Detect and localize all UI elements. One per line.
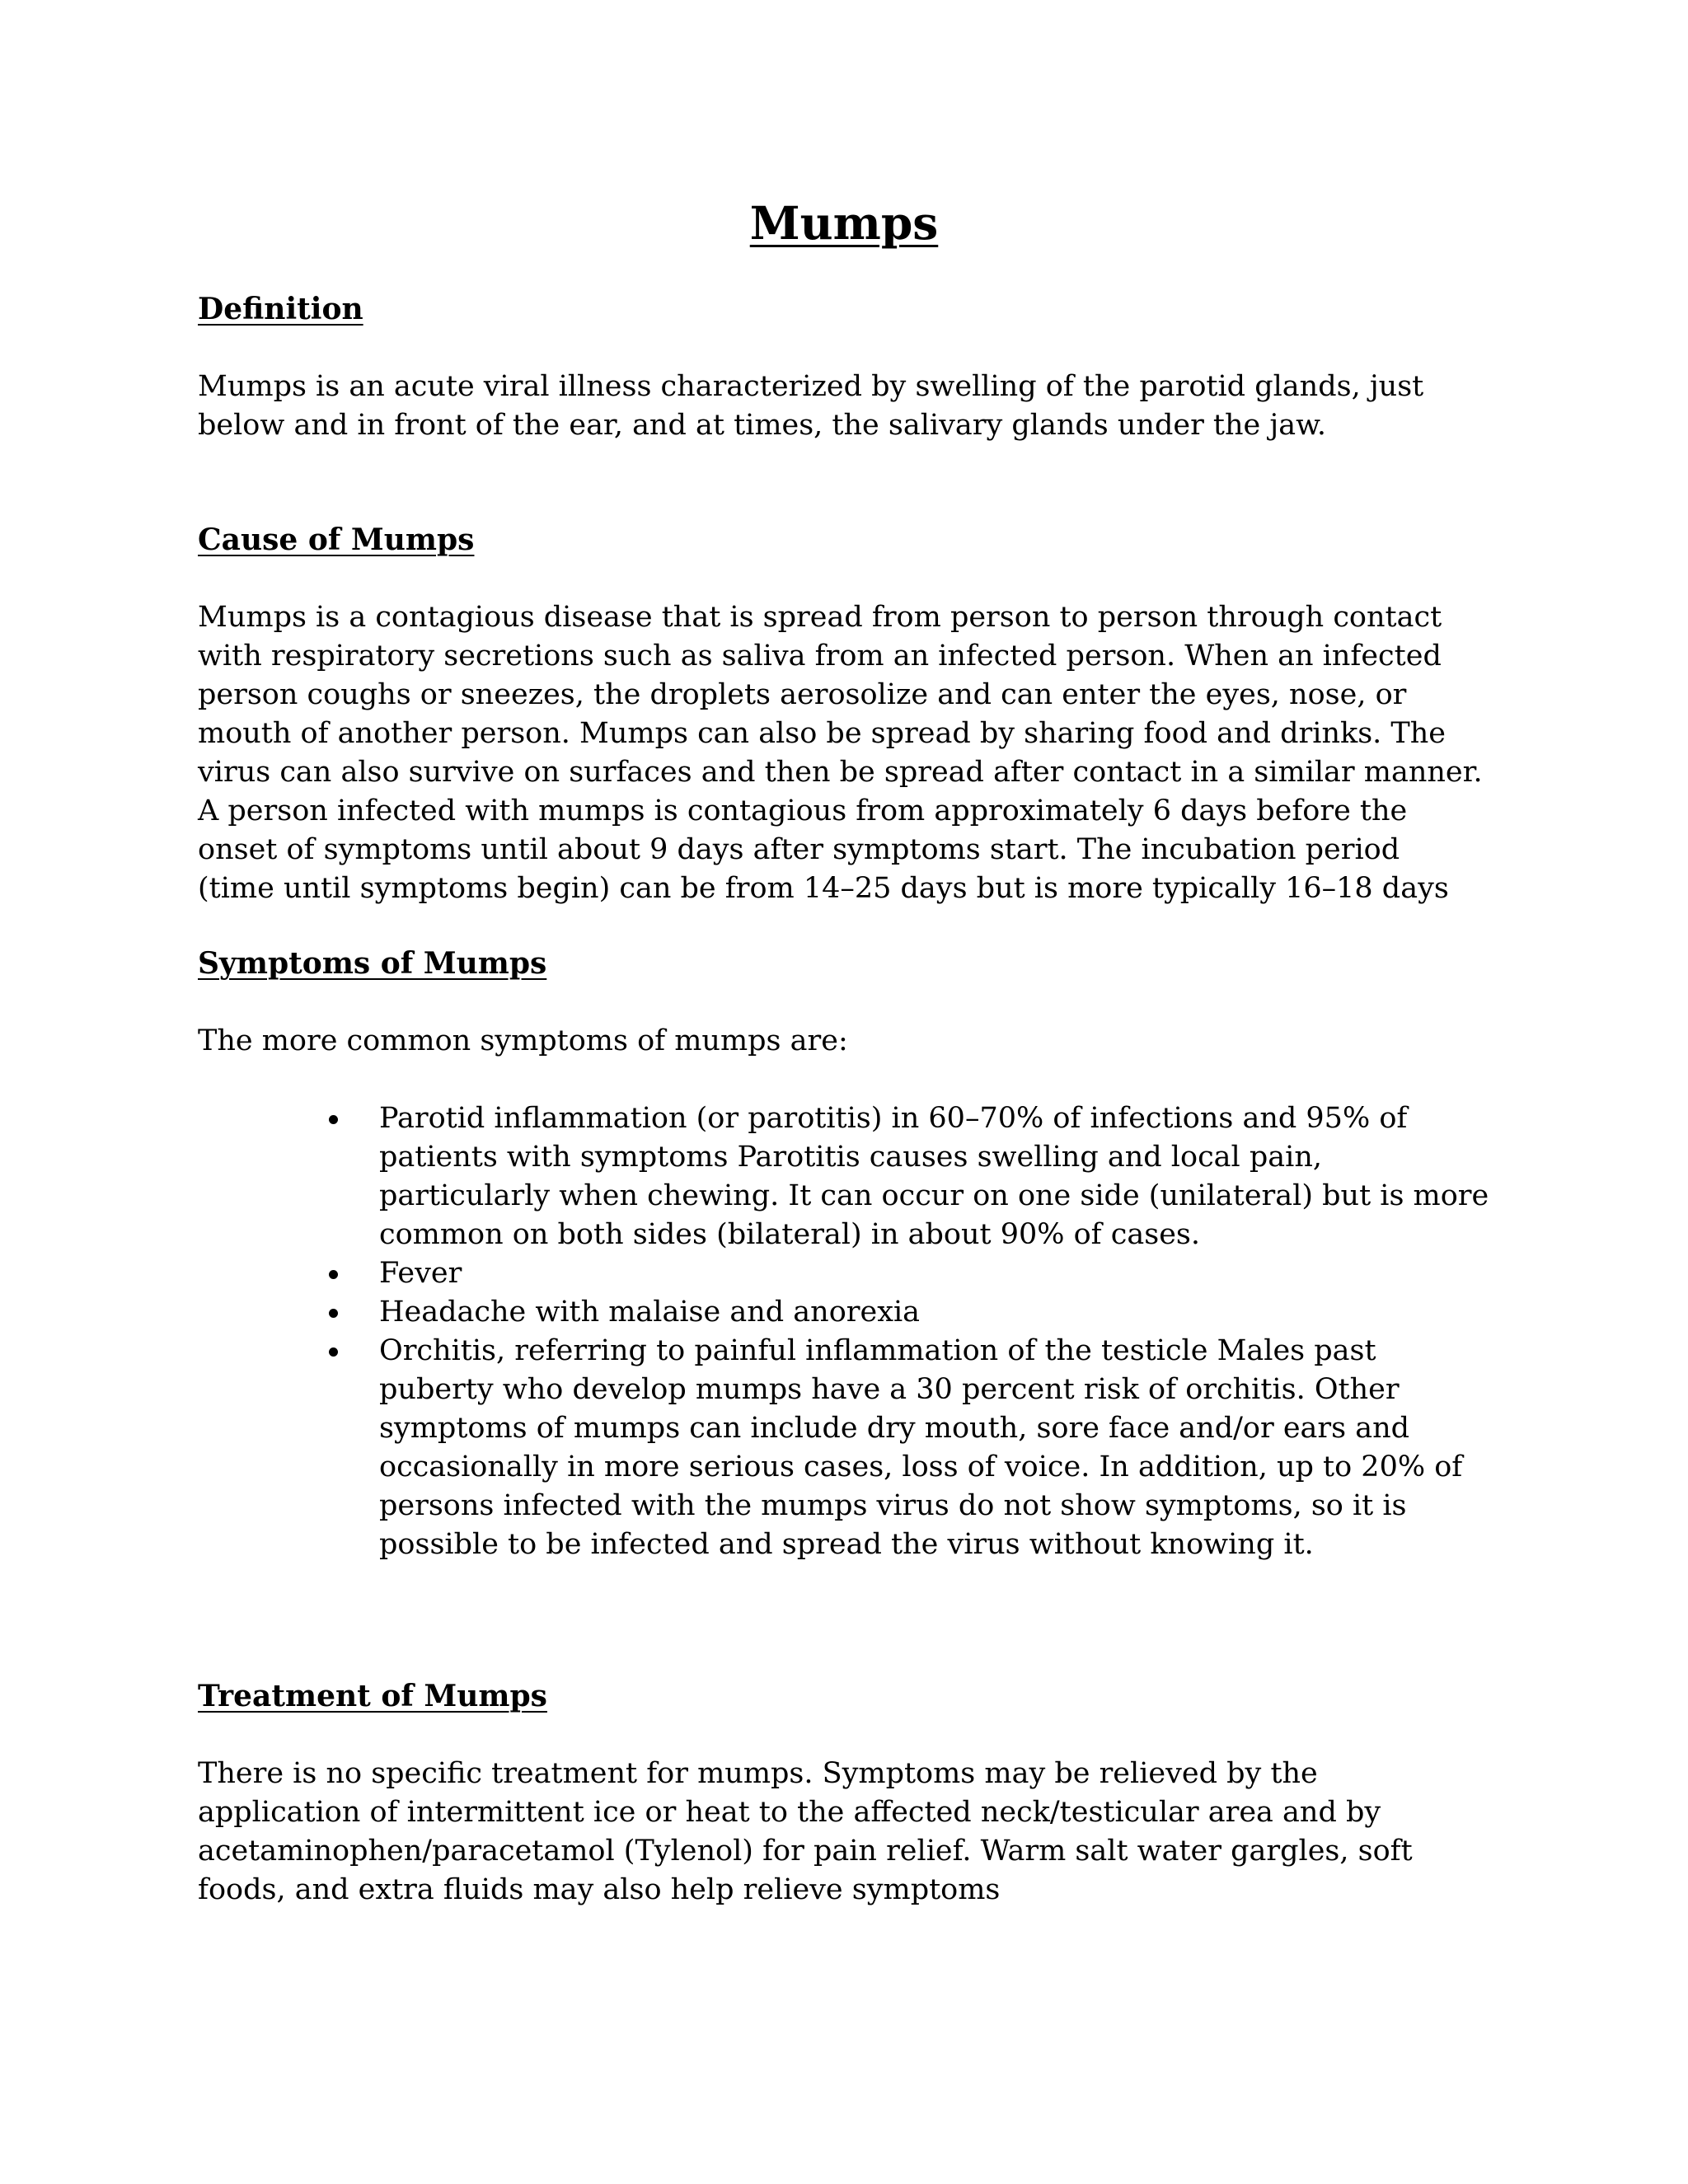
list-item <box>321 1293 1492 1332</box>
bullet-icon <box>329 1309 338 1318</box>
treatment-heading: Treatment of Mumps <box>198 1679 547 1713</box>
list-item <box>321 1254 1492 1293</box>
bullet-icon <box>329 1270 338 1279</box>
definition-heading: Definition <box>198 292 363 326</box>
symptoms-intro: The more common symptoms of mumps are: <box>198 1024 848 1057</box>
bullet-icon <box>329 1347 338 1357</box>
definition-paragraph: Mumps is an acute viral illness characterized by swelling of the parotid glands, just below and in front of the ear, and at times, the salivary glands under the jaw. <box>198 370 1424 442</box>
bullet-icon <box>329 1115 338 1124</box>
page-title: Mumps <box>749 196 939 250</box>
list-item <box>321 1332 1492 1564</box>
list-item-text: Headache with malaise and anorexia <box>379 1296 921 1329</box>
symptoms-list <box>321 1099 1492 1564</box>
cause-heading: Cause of Mumps <box>198 523 475 557</box>
symptoms-heading: Symptoms of Mumps <box>198 946 547 981</box>
list-item-text: Fever <box>379 1257 462 1290</box>
treatment-paragraph: There is no specific treatment for mumps. Symptoms may be relieved by the application of intermittent ice or heat to the affected neck/testicular area and by acetaminophen/paracetamol (Tylenol) for pain relief. Warm salt water gargles, soft foods, and extra fluids may also help relieve symptoms <box>198 1757 1413 1906</box>
list-item <box>321 1099 1492 1254</box>
list-item-text: Orchitis, referring to painful inflammation of the testicle Males past puberty who develop mumps have a 30 percent risk of orchitis. Other symptoms of mumps can include dry mouth, sore face and/or ears and occasionally in more serious cases, loss of voice. In addition, up to 20% of persons infected with the mumps virus do not show symptoms, so it is possible to be infected and spread the virus without knowing it. <box>379 1334 1463 1561</box>
list-item-text: Parotid inflammation (or parotitis) in 60–70% of infections and 95% of patients with symptoms Parotitis causes swelling and local pain, particularly when chewing. It can occur on one side (unilateral) but is more common on both sides (bilateral) in about 90% of cases. <box>379 1102 1489 1251</box>
cause-paragraph: Mumps is a contagious disease that is spread from person to person through contact with respiratory secretions such as saliva from an infected person. When an infected person coughs or sneezes, the droplets aerosolize and can enter the eyes, nose, or mouth of another person. Mumps can also be spread by sharing food and drinks. The virus can also survive on surfaces and then be spread after contact in a similar manner. A person infected with mumps is contagious from approximately 6 days before the onset of symptoms until about 9 days after symptoms start. The incubation period (time until symptoms begin) can be from 14–25 days but is more typically 16–18 days <box>198 601 1483 905</box>
